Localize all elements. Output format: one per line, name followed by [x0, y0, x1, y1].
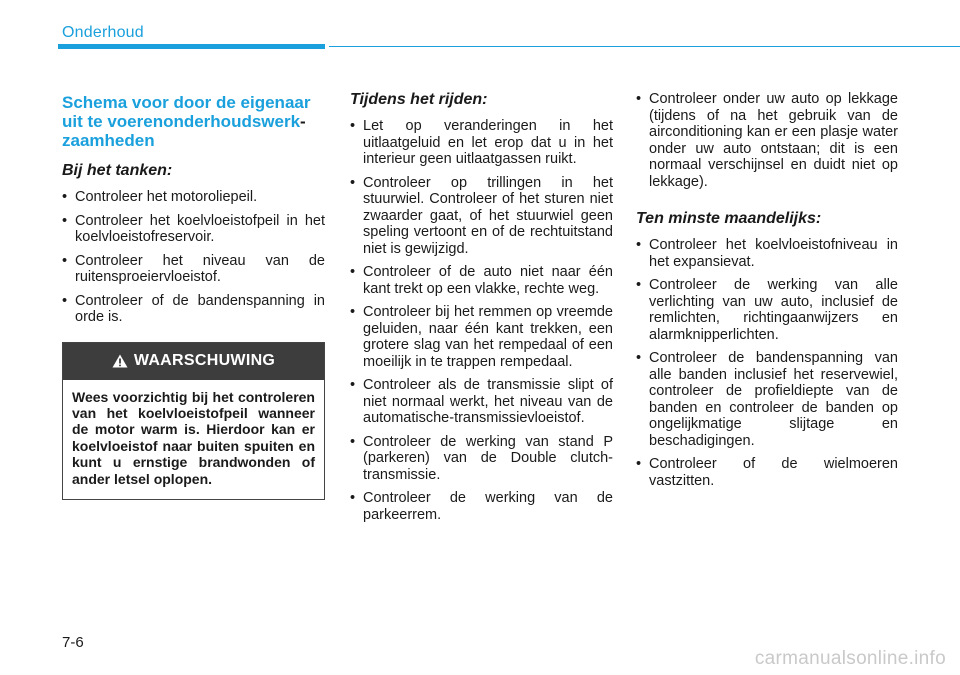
warning-triangle-icon: [112, 354, 128, 368]
subheading-driving: Tijdens het rijden:: [350, 91, 488, 108]
list-item: • Controleer de werking van stand P (parkeren) van de Double clutch-transmissie.: [350, 434, 613, 484]
column-1: [62, 91, 325, 500]
list-item: • Controleer het koelvloeistofpeil in het koelvloeistofreservoir.: [62, 213, 325, 246]
list-item: • Controleer de werking van alle verlichting van uw auto, inclusief de remlichten, richtingaanwijzers en alarmknipperlichten.: [636, 277, 898, 343]
warning-box: [62, 342, 325, 500]
refuel-checklist: [62, 189, 325, 326]
list-item: • Controleer het koelvloeistofniveau in het expansievat.: [636, 237, 898, 270]
list-item: • Controleer bij het remmen op vreemde geluiden, naar één kant trekken, een grotere slag van het rempedaal of een moeilijk in te trappen rempedaal.: [350, 304, 613, 370]
monthly-checklist: [636, 237, 898, 489]
subheading-monthly: Ten minste maandelijks:: [636, 210, 822, 227]
warning-text: Wees voorzichtig bij het controleren van het koelvloeistofpeil wanneer de motor warm is. Hierdoor kan er koelvloeistof naar buiten spuiten en kunt u ernstige brandwonden of ander letsel oplopen.: [72, 388, 315, 487]
watermark: carmanualsonline.info: [754, 648, 946, 669]
driving-checklist: [350, 118, 613, 523]
section-title: Onderhoud: [62, 24, 144, 41]
driving-checklist-continued: [636, 91, 898, 190]
list-item: • Controleer of de bandenspanning in orde is.: [62, 293, 325, 326]
list-item: • Controleer het motoroliepeil.: [62, 189, 325, 206]
list-item: • Controleer het niveau van de ruitensproeiervloeistof.: [62, 253, 325, 286]
list-item: • Controleer op trillingen in het stuurwiel. Controleer of het sturen niet zwaarder gaat, of het stuurwiel geen speling vertoont en of de rechtuitstand niet is gewijzigd.: [350, 175, 613, 258]
heading-text-end: zaamheden: [62, 131, 155, 150]
heading-hyphen: -: [300, 112, 306, 131]
page-number: 7-6: [62, 634, 84, 651]
column-2: [350, 91, 613, 530]
column-3: [636, 91, 898, 496]
heading-text: Schema voor door de eigenaar uit te voerenonderhoudswerk: [62, 93, 311, 131]
warning-header: [63, 343, 324, 380]
list-item: • Controleer als de transmissie slipt of niet normaal werkt, het niveau van de automatische-transmissievloeistof.: [350, 377, 613, 427]
list-item: • Let op veranderingen in het uitlaatgeluid en let erop dat u in het interieur geen uitlaatgassen ruikt.: [350, 118, 613, 168]
header-rule-thick: [58, 44, 325, 49]
list-item: • Controleer of de wielmoeren vastzitten.: [636, 456, 898, 489]
list-item: • Controleer onder uw auto op lekkage (tijdens of na het gebruik van de airconditioning kan er een plasje water onder uw auto ontstaan; dit is een normaal verschijnsel en duidt niet op lekkage).: [636, 91, 898, 190]
warning-title: WAARSCHUWING: [133, 351, 276, 369]
subheading-refuel: Bij het tanken:: [62, 162, 173, 179]
list-item: • Controleer of de auto niet naar één kant trekt op een vlakke, rechte weg.: [350, 264, 613, 297]
list-item: • Controleer de bandenspanning van alle banden inclusief het reservewiel, controleer de profieldiepte van de banden en controleer de banden op ongelijkmatige slijtage en beschadigingen.: [636, 350, 898, 449]
list-item: • Controleer de werking van de parkeerrem.: [350, 490, 613, 523]
header-rule-thin: [329, 46, 960, 47]
section-heading: [62, 93, 325, 150]
